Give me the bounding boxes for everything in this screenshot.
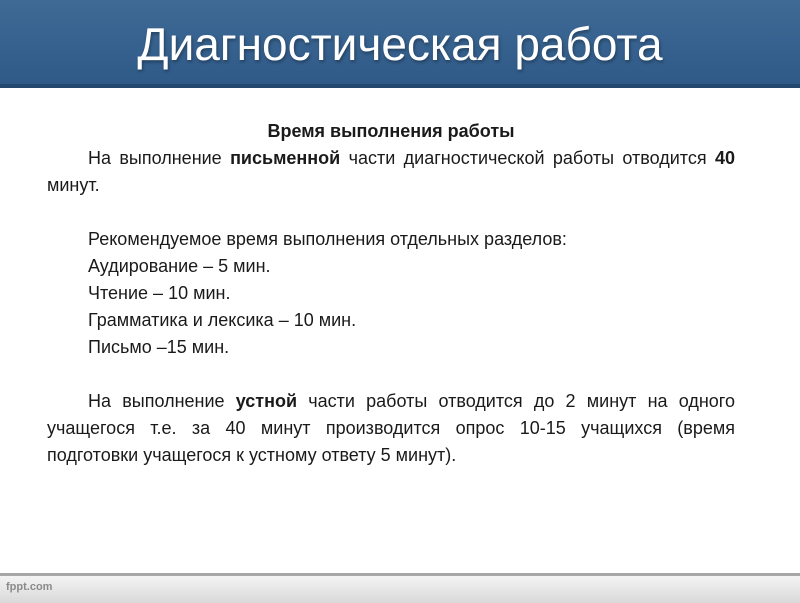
bold-term: устной: [235, 391, 298, 411]
slide-title: Диагностическая работа: [137, 18, 663, 70]
section-reading: Чтение – 10 мин.: [88, 283, 231, 303]
bold-term: письменной: [230, 148, 341, 168]
section-grammar: Грамматика и лексика – 10 мин.: [88, 310, 357, 330]
paragraph-text: части диагностической работы отводится: [340, 148, 715, 168]
written-part-paragraph: [47, 145, 735, 199]
section-writing: Письмо –15 мин.: [88, 337, 230, 357]
paragraph-text: минут.: [47, 175, 100, 195]
section-listening: Аудирование – 5 мин.: [88, 256, 271, 276]
oral-part-paragraph: [47, 388, 735, 469]
spacer: [47, 199, 735, 226]
paragraph-text: На выполнение: [88, 391, 236, 411]
slide-body: [47, 118, 735, 469]
section-heading: Время выполнения работы: [267, 121, 515, 141]
paragraph-text: части работы отводится до 2 минут на одного учащегося т.е. за 40 минут производится опрос 10-15 учащихся (время подготовки учащегося к устному ответу 5 минут).: [47, 391, 735, 465]
spacer: [47, 361, 735, 388]
recommended-intro: Рекомендуемое время выполнения отдельных разделов:: [88, 229, 567, 249]
title-bar: [0, 0, 800, 88]
footer-logo: fppt.com: [6, 581, 53, 593]
paragraph-text: На выполнение: [88, 148, 231, 168]
footer-bar: [0, 573, 800, 603]
bold-number: 40: [714, 148, 735, 168]
